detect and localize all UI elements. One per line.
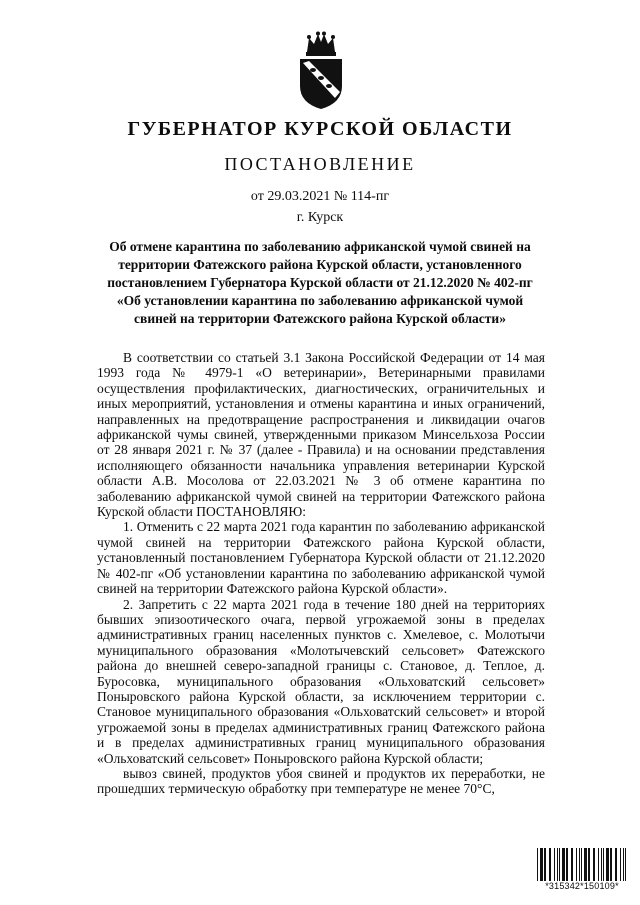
document-date-number: от 29.03.2021 № 114-пг <box>250 189 390 204</box>
document-body <box>97 350 545 797</box>
clause-2-paragraph: 2. Запретить с 22 марта 2021 года в течение 180 дней на территориях бывших эпизоотического очага, первой угрожаемой зоны в пределах административных границ населенных пунктов с. Хмелевое, с. Молотычи муниципального образования «Молотычевский сельсовет» Фатежского района до внешней северо-западной границы с. Становое, д. Теплое, д. Буросовка, муниципального образования «Ольховатский сельсовет» Поныровского района Курской области, за исключением территории с. Становое муниципального образования «Ольховатский сельсовет» и второй угрожаемой зоны в пределах административных границ Фатежского района и в пределах административных границ муниципального образования «Ольховатский сельсовет» Поныровского района Курской области; <box>97 596 545 766</box>
clause-2-continuation-paragraph: вывоз свиней, продуктов убоя свиней и продуктов их переработки, не прошедших термическую обработку при температуре не менее 70°С, <box>97 765 545 797</box>
kursk-coat-of-arms-icon <box>295 30 347 110</box>
document-place: г. Курск <box>296 210 344 225</box>
preamble-paragraph: В соответствии со статьей 3.1 Закона Российской Федерации от 14 мая 1993 года № 4979-1 «О ветеринарии», Ветеринарными правилами осуществления профилактических, диагностических, ограничительных и иных мероприятий, установления и отмены карантина и иных ограничений, направленных на предотвращение распространения и ликвидации очагов африканской чумы свиней, утвержденными приказом Минсельхоза России от 28 января 2021 г. № 37 (далее - Правила) и на основании представления исполняющего обязанности начальника управления ветеринарии Курской области А.В. Мосолова от 22.03.2021 № 3 об отмене карантина по заболеванию африканской чумой свиней на территории Фатежского района Курской области ПОСТАНОВЛЯЮ: <box>97 350 545 520</box>
document-type: ПОСТАНОВЛЕНИЕ <box>224 154 416 174</box>
clause-1-paragraph: 1. Отменить с 22 марта 2021 года карантин по заболеванию африканской чумой свиней на территории Фатежского района Курской области, установленный постановлением Губернатора Курской области от 21.12.2020 № 402-пг «Об установлении карантина по заболеванию африканской чумой свиней на территории Фатежского района Курской области». <box>97 519 545 597</box>
barcode <box>536 848 628 892</box>
document-heading: Об отмене карантина по заболеванию африканской чумой свиней на территории Фатежского района Курской области, установленного постановлением Губернатора Курской области от 21.12.2020 № 402-пг «Об установлении карантина по заболеванию африканской чумой свиней на территории Фатежского района Курской области» <box>107 239 533 326</box>
barcode-icon <box>536 848 628 881</box>
governor-title: ГУБЕРНАТОР КУРСКОЙ ОБЛАСТИ <box>127 118 513 140</box>
barcode-number: *315342*150109* <box>545 881 619 891</box>
